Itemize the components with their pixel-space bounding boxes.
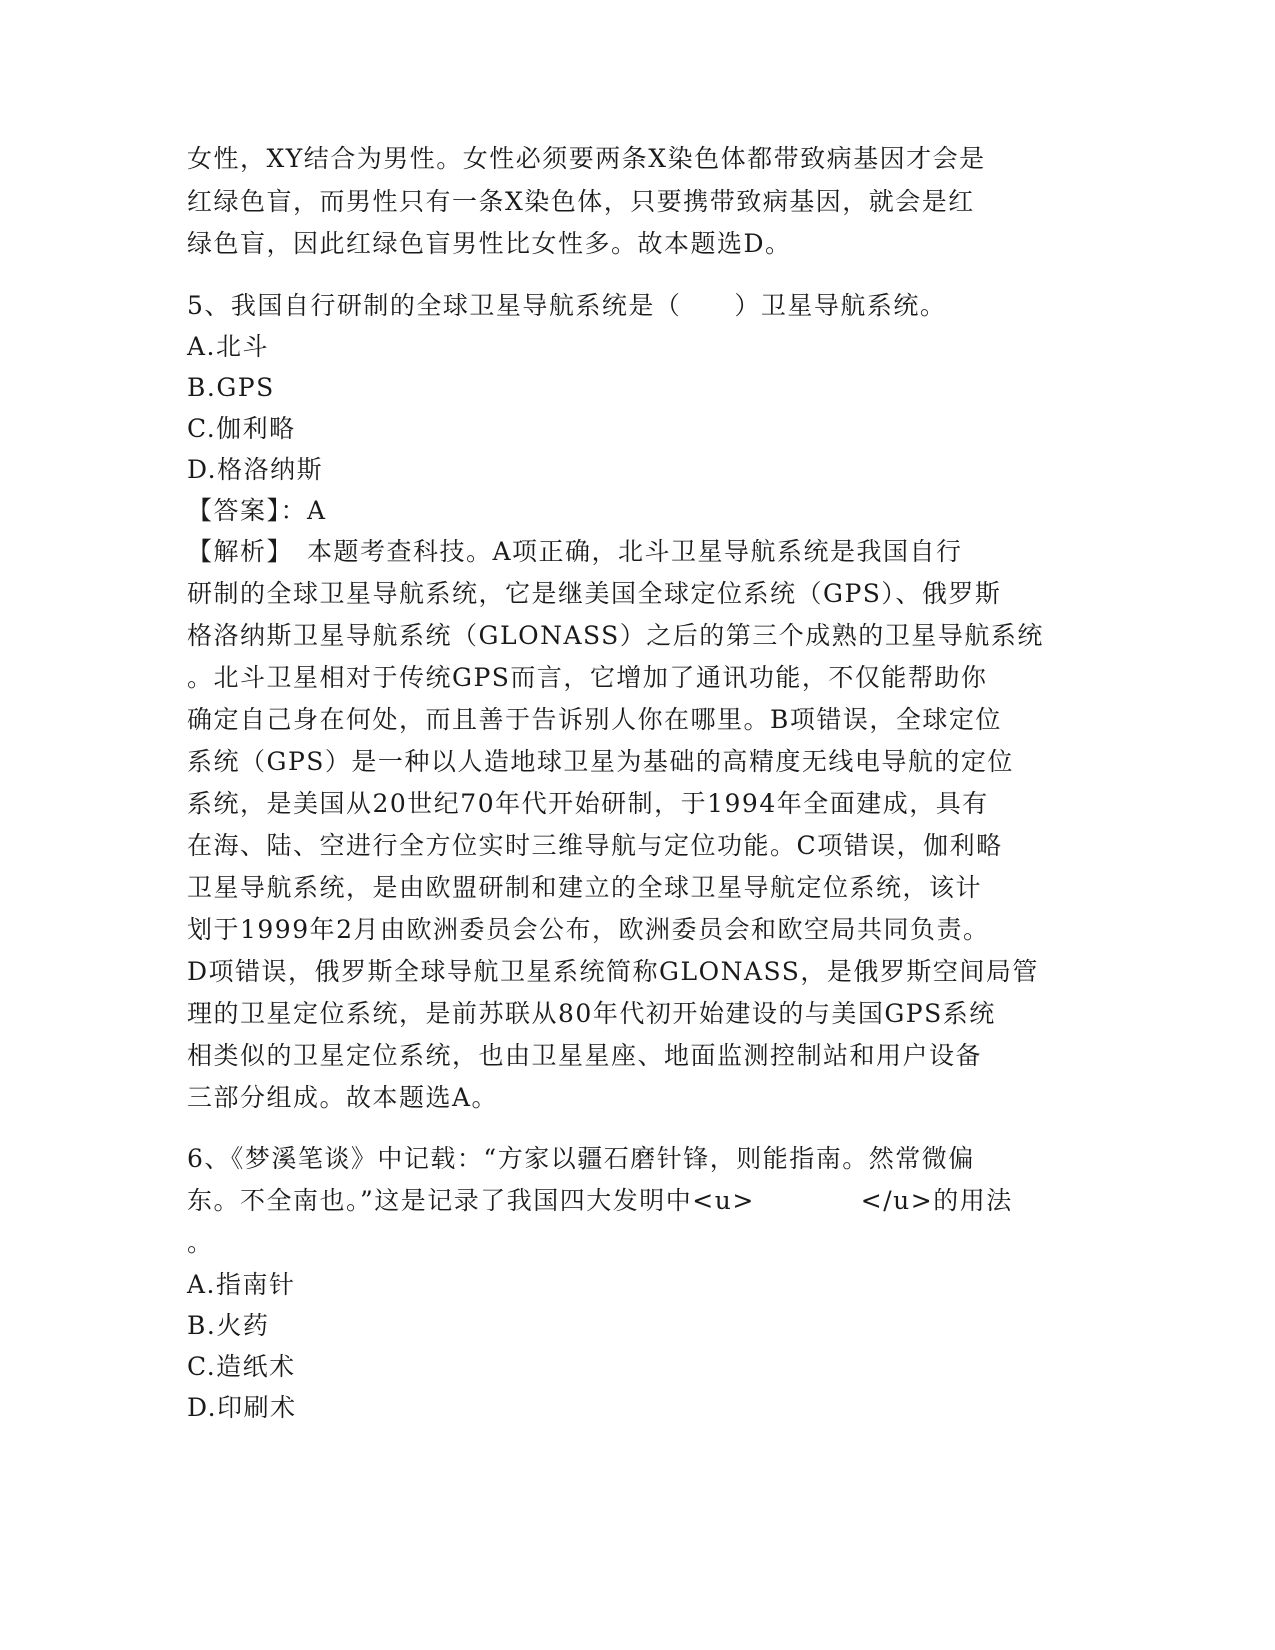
option-b: B.火药 <box>187 1311 270 1340</box>
explanation-line: 系统（GPS）是一种以人造地球卫星为基础的高精度无线电导航的定位 <box>187 747 1014 776</box>
question-stem: 6、《梦溪笔谈》中记载：“方家以疆石磨针锋，则能指南。然常微偏 <box>187 1144 975 1173</box>
text-line: 红绿色盲，而男性只有一条X染色体，只要携带致病基因，就会是红 <box>187 187 975 216</box>
explanation-line: 系统，是美国从20世纪70年代开始研制，于1994年全面建成，具有 <box>187 789 989 818</box>
explanation-line: 理的卫星定位系统，是前苏联从80年代初开始建设的与美国GPS系统 <box>187 999 996 1028</box>
explanation-line: 相类似的卫星定位系统，也由卫星星座、地面监测控制站和用户设备 <box>187 1041 983 1070</box>
explanation-line: 卫星导航系统，是由欧盟研制和建立的全球卫星导航定位系统，该计 <box>187 873 983 902</box>
question-stem: 东。不全南也。”这是记录了我国四大发明中<u> </u>的用法 <box>187 1186 1013 1215</box>
question-stem: 。 <box>187 1228 214 1257</box>
explanation-line: 。北斗卫星相对于传统GPS而言，它增加了通讯功能，不仅能帮助你 <box>187 663 988 692</box>
explanation-line: 三部分组成。故本题选A。 <box>187 1083 499 1112</box>
text-line: 女性，XY结合为男性。女性必须要两条X染色体都带致病基因才会是 <box>187 144 986 173</box>
explanation-line: 划于1999年2月由欧洲委员会公布，欧洲委员会和欧空局共同负责。 <box>187 915 990 944</box>
option-a: A.北斗 <box>187 332 270 361</box>
question-stem: 5、我国自行研制的全球卫星导航系统是（ ）卫星导航系统。 <box>187 291 947 320</box>
option-d: D.格洛纳斯 <box>187 455 324 484</box>
explanation-line: 确定自己身在何处，而且善于告诉别人你在哪里。B项错误，全球定位 <box>187 705 1002 734</box>
explanation-line: 格洛纳斯卫星导航系统（GLONASS）之后的第三个成熟的卫星导航系统 <box>187 621 1044 650</box>
option-d: D.印刷术 <box>187 1393 297 1422</box>
option-b: B.GPS <box>187 373 275 402</box>
option-c: C.伽利略 <box>187 414 296 443</box>
explanation-line: 【解析】 本题考查科技。A项正确，北斗卫星导航系统是我国自行 <box>187 537 963 566</box>
explanation-line: 在海、陆、空进行全方位实时三维导航与定位功能。C项错误，伽利略 <box>187 831 1003 860</box>
answer-line: 【答案】：A <box>187 496 327 525</box>
option-a: A.指南针 <box>187 1270 296 1299</box>
text-line: 绿色盲，因此红绿色盲男性比女性多。故本题选D。 <box>187 229 792 258</box>
explanation-line: 研制的全球卫星导航系统，它是继美国全球定位系统（GPS）、俄罗斯 <box>187 579 1002 608</box>
option-c: C.造纸术 <box>187 1352 296 1381</box>
explanation-line: D项错误，俄罗斯全球导航卫星系统简称GLONASS，是俄罗斯空间局管 <box>187 957 1039 986</box>
